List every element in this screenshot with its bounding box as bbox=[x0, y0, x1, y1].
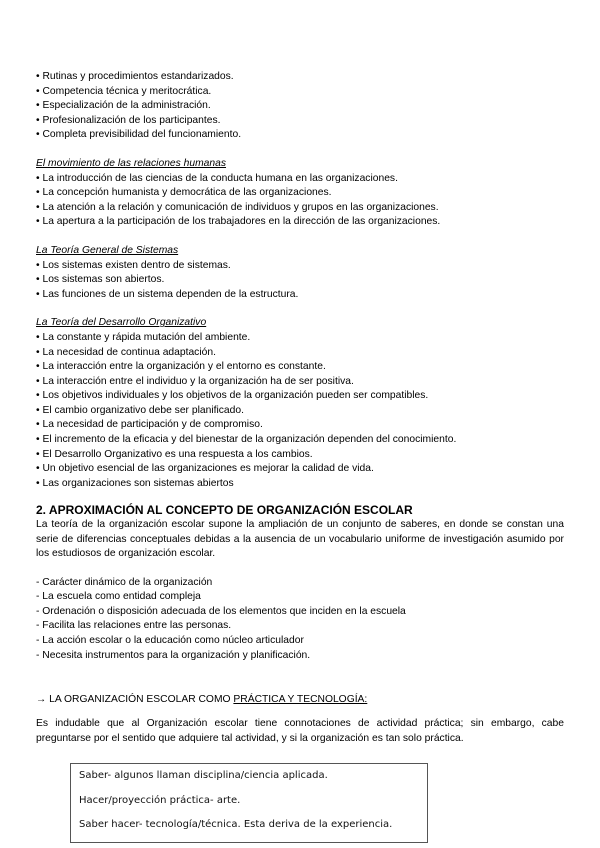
list-item: • La atención a la relación y comunicación de individuos y grupos en las organizaciones. bbox=[36, 201, 439, 213]
list-item: • Completa previsibilidad del funcionamiento. bbox=[36, 129, 242, 141]
list-item: • El cambio organizativo debe ser planificado. bbox=[36, 404, 244, 416]
list-item: • Las organizaciones son sistemas abiertos bbox=[36, 477, 234, 489]
practica-paragraph: Es indudable que al Organización escolar tiene connotaciones de actividad práctica; sin embargo, cabe preguntarse por el sentido que adquiere tal actividad, y si la organización es tan solo práctica. bbox=[36, 718, 564, 744]
list-item: • Un objetivo esencial de las organizaciones es mejorar la calidad de vida. bbox=[36, 463, 374, 475]
bullet-list-sistemas bbox=[36, 259, 564, 303]
list-item: • Rutinas y procedimientos estandarizados. bbox=[36, 71, 234, 82]
list-item: • La necesidad de continua adaptación. bbox=[36, 346, 216, 358]
heading-teoria-sistemas: La Teoría General de Sistemas bbox=[36, 244, 179, 256]
subheading-practica-tecnologia bbox=[36, 693, 564, 707]
subheading-underlined: PRÁCTICA Y TECNOLOGÍA: bbox=[233, 694, 368, 706]
bullet-list-relaciones bbox=[36, 172, 564, 230]
list-item: • Los sistemas existen dentro de sistemas. bbox=[36, 259, 231, 271]
section-title: 2. APROXIMACIÓN AL CONCEPTO DE ORGANIZACIÓN ESCOLAR bbox=[36, 503, 413, 518]
list-item: • Los objetivos individuales y los objetivos de la organización pueden ser compatibles. bbox=[36, 390, 429, 402]
list-item: • La introducción de las ciencias de la conducta humana en las organizaciones. bbox=[36, 172, 398, 184]
list-item: - Ordenación o disposición adecuada de los elementos que inciden en la escuela bbox=[36, 605, 406, 617]
list-item: • El Desarrollo Organizativo es una respuesta a los cambios. bbox=[36, 448, 313, 460]
list-item: • La constante y rápida mutación del ambiente. bbox=[36, 331, 251, 343]
list-item: • La necesidad de participación y de compromiso. bbox=[36, 419, 263, 431]
saber-hacer-box bbox=[70, 763, 428, 843]
list-item: • Profesionalización de los participantes. bbox=[36, 114, 221, 126]
list-item: • Los sistemas son abiertos. bbox=[36, 274, 165, 286]
list-item: - La escuela como entidad compleja bbox=[36, 591, 201, 603]
list-item: • Competencia técnica y meritocrática. bbox=[36, 85, 212, 97]
list-item: - La acción escolar o la educación como núcleo articulador bbox=[36, 635, 304, 647]
list-item: • La apertura a la participación de los trabajadores en la dirección de las organizaciones. bbox=[36, 216, 441, 228]
heading-desarrollo-organizativo: La Teoría del Desarrollo Organizativo bbox=[36, 317, 207, 329]
heading-relaciones-humanas: El movimiento de las relaciones humanas bbox=[36, 157, 227, 169]
list-item: • Las funciones de un sistema dependen de la estructura. bbox=[36, 288, 299, 300]
list-item: • La concepción humanista y democrática de las organizaciones. bbox=[36, 187, 332, 199]
bullet-list-burocracia bbox=[36, 70, 564, 143]
box-line: Hacer/proyección práctica- arte. bbox=[79, 795, 241, 806]
section-paragraph: La teoría de la organización escolar supone la ampliación de un conjunto de saberes, en donde se constan una serie de diferencias conceptuales debidas a la ausencia de un vocabulario uniforme de investigación asumido por los estudiosos de organización escolar. bbox=[36, 519, 564, 560]
list-item: - Facilita las relaciones entre las personas. bbox=[36, 620, 232, 632]
document-page bbox=[36, 70, 564, 746]
dash-list-caracteristicas bbox=[36, 576, 564, 664]
box-line: Saber- algunos llaman disciplina/ciencia aplicada. bbox=[79, 770, 328, 781]
list-item: - Carácter dinámico de la organización bbox=[36, 576, 213, 588]
subheading-prefix: → LA ORGANIZACIÓN ESCOLAR COMO bbox=[36, 694, 234, 706]
list-item: • Especialización de la administración. bbox=[36, 100, 211, 112]
list-item: • La interacción entre la organización y el entorno es constante. bbox=[36, 361, 326, 373]
list-item: • La interacción entre el individuo y la organización ha de ser positiva. bbox=[36, 375, 354, 387]
box-line: Saber hacer- tecnología/técnica. Esta deriva de la experiencia. bbox=[79, 819, 393, 830]
list-item: • El incremento de la eficacia y del bienestar de la organización dependen del conocimiento. bbox=[36, 434, 457, 446]
bullet-list-desarrollo bbox=[36, 331, 564, 492]
list-item: - Necesita instrumentos para la organización y planificación. bbox=[36, 649, 311, 661]
